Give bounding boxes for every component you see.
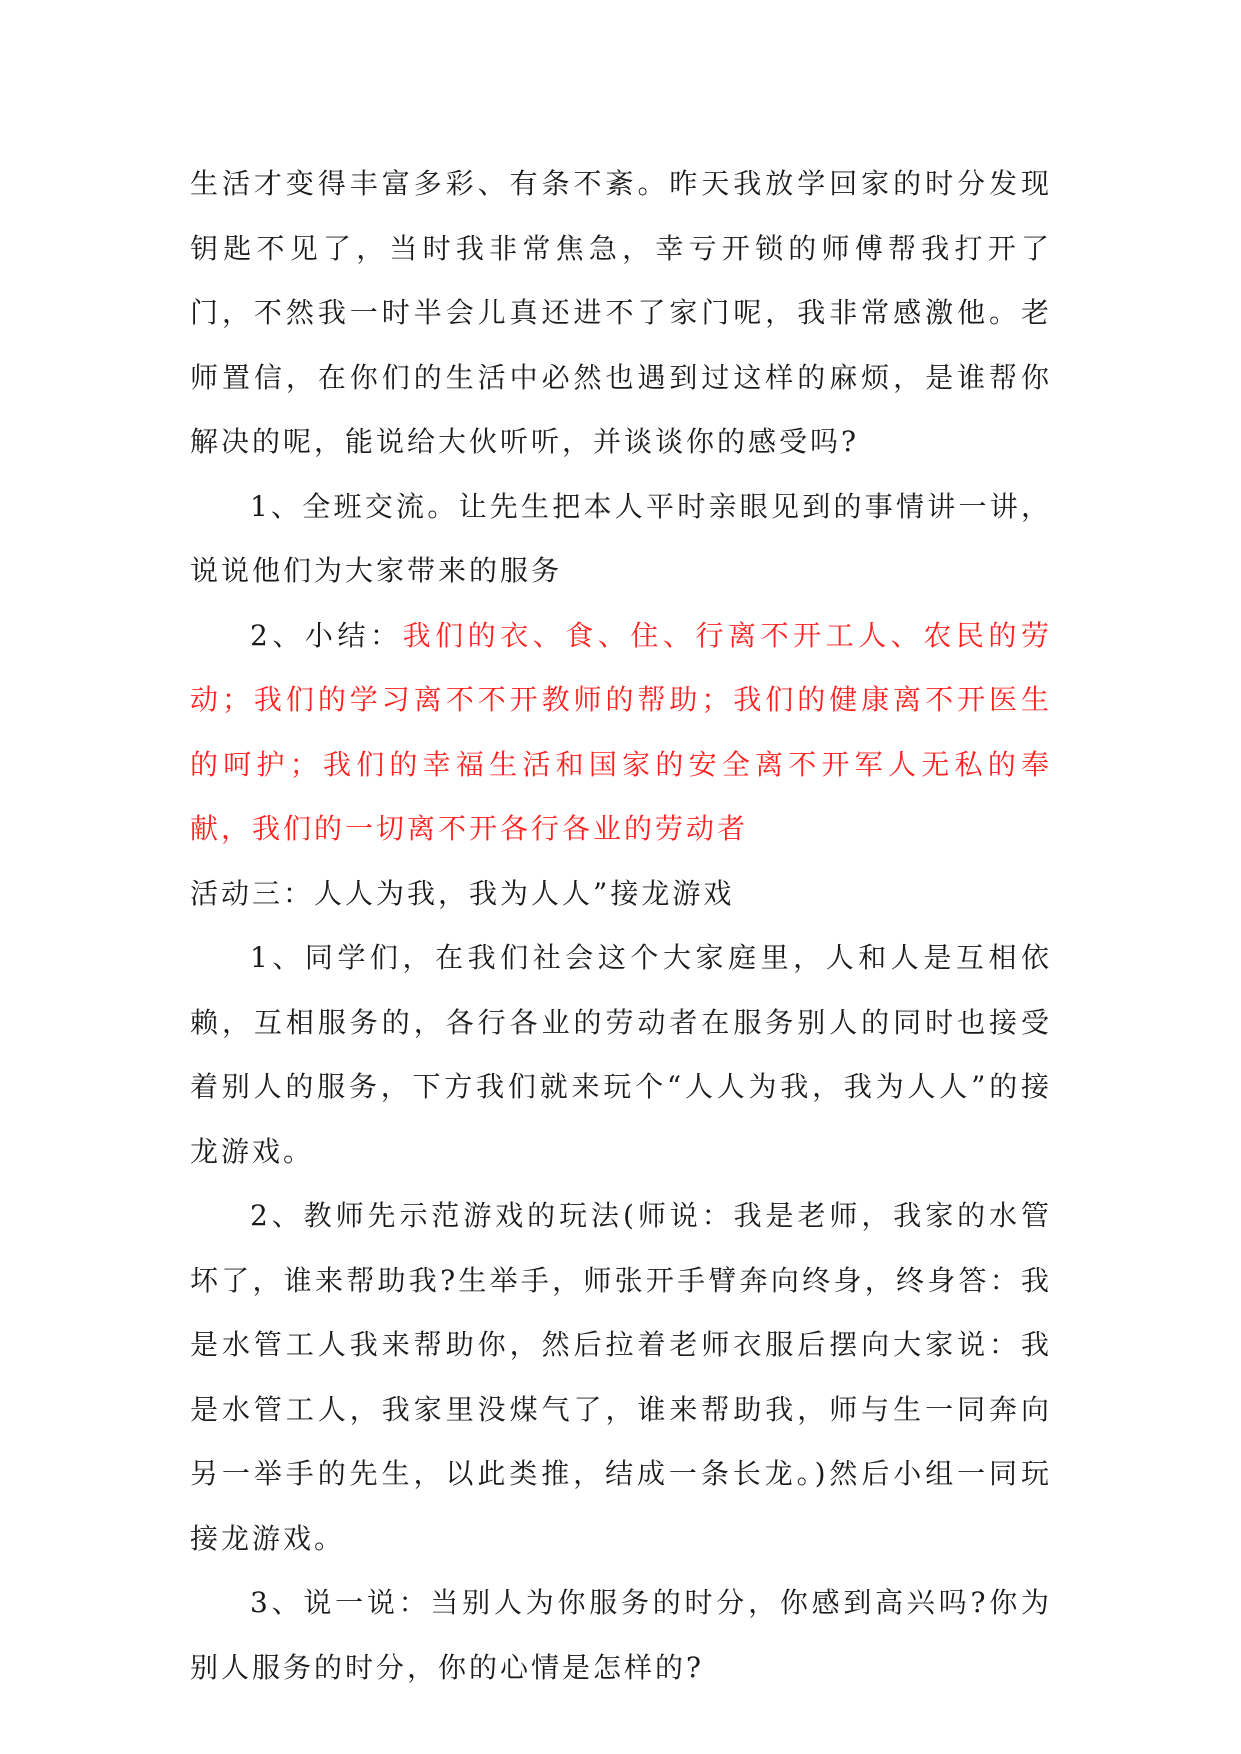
activity3-step2-paragraph: 2、教师先示范游戏的玩法(师说：我是老师，我家的水管坏了，谁来帮助我?生举手，师张开手臂奔向终身，终身答：我是水管工人我来帮助你，然后拉着老师衣服后摆向大家说：我是水管工人，我家里没煤气了，谁来帮助我，师与生一同奔向另一举手的先生，以此类推，结成一条长龙。)然后小组一同玩接龙游戏。 (190, 1199, 1052, 1555)
step1-paragraph: 1、全班交流。让先生把本人平时亲眼见到的事情讲一讲，说说他们为大家带来的服务 (190, 489, 1052, 587)
activity3-step3-paragraph: 3、说一说：当别人为你服务的时分，你感到高兴吗?你为别人服务的时分，你的心情是怎样的? (190, 1586, 1052, 1684)
intro-paragraph: 生活才变得丰富多彩、有条不紊。昨天我放学回家的时分发现钥匙不见了，当时我非常焦急，幸亏开锁的师傅帮我打开了门，不然我一时半会儿真还进不了家门呢，我非常感激他。老师置信，在你们的生活中必然也遇到过这样的麻烦，是谁帮你解决的呢，能说给大伙听听，并谈谈你的感受吗? (190, 167, 1052, 458)
activity3-step1-paragraph: 1、同学们，在我们社会这个大家庭里，人和人是互相依赖，互相服务的，各行各业的劳动者在服务别人的同时也接受着别人的服务，下方我们就来玩个“人人为我，我为人人”的接龙游戏。 (190, 941, 1052, 1168)
document-body (190, 152, 1052, 1700)
activity3-heading: 活动三：人人为我，我为人人”接龙游戏 (190, 876, 735, 910)
summary-highlight: 我们的衣、食、住、行离不开工人、农民的劳动；我们的学习离不不开教师的帮助；我们的健康离不开医生的呵护；我们的幸福生活和国家的安全离不开军人无私的奉献，我们的一切离不开各行各业的劳动者 (190, 618, 1052, 845)
summary-paragraph (190, 604, 1052, 862)
summary-prefix: 2、小结： (250, 618, 403, 652)
